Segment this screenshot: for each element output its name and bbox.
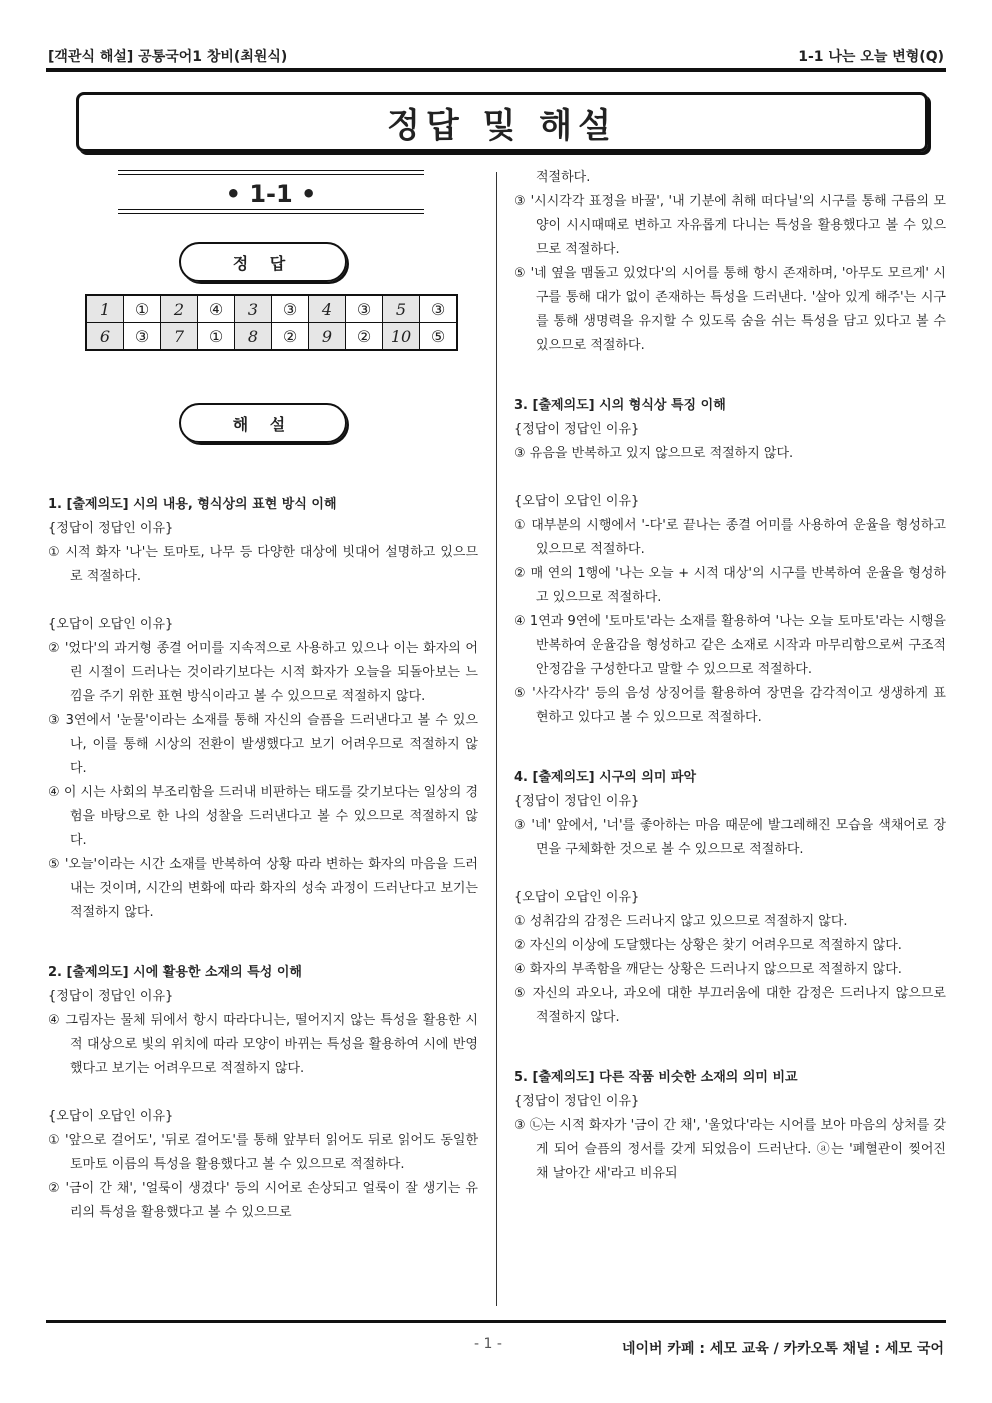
wrong-reason-label: {오답이 오답인 이유} [48,617,174,632]
answer-choice: ⑤ [420,323,458,351]
wrong-reason-label: {오답이 오답인 이유} [48,1109,174,1124]
correct-reason-label: {정답이 정답인 이유} [48,989,174,1004]
answer-choice: ① [198,323,235,351]
explanation-item: ③ 3연에서 '눈물'이라는 소재를 통해 자신의 슬픔을 드러낸다고 볼 수 있으나, 이를 통해 시상의 전환이 발생했다고 보기 어려우므로 적절하지 않다. [48,713,478,776]
question-number: 6 [86,323,124,351]
header-rule [46,68,946,72]
section-rule-bottom [118,209,424,214]
question-number: 5 [383,295,420,323]
explanation-item: ① '앞으로 걸어도', '뒤로 걸어도'를 통해 앞부터 읽어도 뒤로 읽어도 동일한 토마토 이름의 특성을 활용했다고 볼 수 있으므로 적절하다. [48,1133,478,1172]
q5-heading: 5. [출제의도] 다른 작품 비슷한 소재의 의미 비교 [514,1070,798,1085]
answer-choice: ③ [346,295,383,323]
explanation-item: ③ 유음을 반복하고 있지 않으므로 적절하지 않다. [514,446,794,461]
page-number: - 1 - [474,1336,502,1352]
question-number: 7 [161,323,198,351]
explanation-item: ④ 이 시는 사회의 부조리함을 드러내 비판하는 태도를 갖기보다는 일상의 경험을 바탕으로 한 나의 성찰을 드러낸다고 볼 수 있으므로 적절하지 않다. [48,785,478,848]
answer-choice: ① [124,295,161,323]
explanation-item: ⑤ 자신의 과오나, 과오에 대한 부끄러움에 대한 감정은 드러나지 않으므로 적절하지 않다. [514,986,946,1025]
explanation-item: ④ 1연과 9연에 '토마토'라는 소재를 활용하여 '나는 오늘 토마토'라는 시행을 반복하여 운율감을 형성하고 같은 소재로 시작과 마무리함으로써 구조적 안정감을 구성한다고 말할 수 있으므로 적절하다. [514,614,946,677]
answer-choice: ③ [272,295,309,323]
explanation-item: ② 매 연의 1행에 '나는 오늘 + 시적 대상'의 시구를 반복하여 운율을 형성하고 있으므로 적절하다. [514,566,946,605]
answer-choice: ③ [124,323,161,351]
left-column [48,493,478,1225]
explanation-item: ② '금이 간 채', '얼룩이 생겼다' 등의 시어로 손상되고 얼룩이 잘 생기는 유리의 특성을 활용했다고 볼 수 있으므로 [48,1181,478,1220]
explanation-item: ④ 그림자는 물체 뒤에서 항시 따라다니는, 떨어지지 않는 특성을 활용한 시적 대상으로 빛의 위치에 따라 모양이 바뀌는 특성을 활용하여 시에 반영했다고 보기는 어려우므로 적절하지 않다. [48,1013,478,1076]
answer-row [86,295,457,323]
right-column [514,166,946,1186]
question-number: 8 [235,323,272,351]
answer-label: 정 답 [179,242,347,282]
explanation-item: ⑤ '오늘'이라는 시간 소재를 반복하여 상황 따라 변하는 화자의 마음을 드러내는 것이며, 시간의 변화에 따라 화자의 성숙 과정이 드러난다고 보기는 적절하지 않다. [48,857,478,920]
answer-table [85,294,458,351]
explanation-item: ⑤ '네 옆을 맴돌고 있었다'의 시어를 통해 항시 존재하며, '아무도 모르게' 시구를 통해 대가 없이 존재하는 특성을 드러낸다. '살아 있게 해주'는 시구를 통해 생명력을 유지할 수 있도록 숨을 쉬는 특성을 담고 있다고 볼 수 있으므로 적절하다. [514,266,946,353]
wrong-reason-label: {오답이 오답인 이유} [514,494,640,509]
header-left: [객관식 해설] 공통국어1 창비(최원식) [48,49,288,65]
question-number: 3 [235,295,272,323]
explanation-item: ③ ㉡는 시적 화자가 '금이 간 채', '울었다'라는 시어를 보아 마음의 상처를 갖게 되어 슬픔의 정서를 갖게 되었음이 드러난다. ⓐ는 '폐혈관이 찢어진 채 날아간 새'라고 비유되 [514,1118,946,1181]
explanation-item: ① 시적 화자 '나'는 토마토, 나무 등 다양한 대상에 빗대어 설명하고 있으므로 적절하다. [48,545,478,584]
explanation-item: ① 대부분의 시행에서 '-다'로 끝나는 종결 어미를 사용하여 운율을 형성하고 있으므로 적절하다. [514,518,946,557]
section-rule-top [118,170,424,175]
correct-reason-label: {정답이 정답인 이유} [514,1094,640,1109]
answer-choice: ③ [420,295,458,323]
correct-reason-label: {정답이 정답인 이유} [514,422,640,437]
explanation-item: ⑤ '사각사각' 등의 음성 상징어를 활용하여 장면을 감각적이고 생생하게 표현하고 있다고 볼 수 있으므로 적절하다. [514,686,946,725]
footer-rule [46,1320,946,1323]
q2-heading: 2. [출제의도] 시에 활용한 소재의 특성 이해 [48,965,302,980]
continued-text: 적절하다. [536,170,591,185]
header-right: 1-1 나는 오늘 변형(Q) [798,49,944,65]
q1-heading: 1. [출제의도] 시의 내용, 형식상의 표현 방식 이해 [48,497,337,512]
question-number: 9 [309,323,346,351]
correct-reason-label: {정답이 정답인 이유} [514,794,640,809]
q3-heading: 3. [출제의도] 시의 형식상 특징 이해 [514,398,726,413]
explanation-item: ③ '네' 앞에서, '너'를 좋아하는 마음 때문에 발그레해진 모습을 색채어로 장면을 구체화한 것으로 볼 수 있으므로 적절하다. [514,818,946,857]
explanation-item: ④ 화자의 부족함을 깨닫는 상황은 드러나지 않으므로 적절하지 않다. [514,962,902,977]
footer-credit: 네이버 카페 : 세모 교육 / 카카오톡 채널 : 세모 국어 [621,1341,944,1357]
answer-choice: ② [272,323,309,351]
wrong-reason-label: {오답이 오답인 이유} [514,890,640,905]
explanation-item: ③ '시시각각 표정을 바꿀', '내 기분에 취해 떠다닐'의 시구를 통해 구름의 모양이 시시때때로 변하고 자유롭게 다니는 특성을 활용했다고 볼 수 있으므로 적절하다. [514,194,946,257]
page-title: 정답 및 해설 [76,92,928,152]
explanation-label: 해 설 [179,403,347,443]
explanation-item: ② 자신의 이상에 도달했다는 상황은 찾기 어려우므로 적절하지 않다. [514,938,902,953]
question-number: 10 [383,323,420,351]
column-divider [496,172,497,1306]
question-number: 1 [86,295,124,323]
answer-row [86,323,457,351]
question-number: 2 [161,295,198,323]
answer-choice: ② [346,323,383,351]
q4-heading: 4. [출제의도] 시구의 의미 파악 [514,770,697,785]
answer-choice: ④ [198,295,235,323]
explanation-item: ① 성취감의 감정은 드러나지 않고 있으므로 적절하지 않다. [514,914,848,929]
explanation-item: ② '었다'의 과거형 종결 어미를 지속적으로 사용하고 있으나 이는 화자의 어린 시절이 드러나는 것이라기보다는 시적 화자가 오늘을 되돌아보는 느낌을 주기 위한 표현 방식이라고 볼 수 있으므로 적절하지 않다. [48,641,478,704]
correct-reason-label: {정답이 정답인 이유} [48,521,174,536]
section-number: • 1-1 • [225,180,317,208]
question-number: 4 [309,295,346,323]
